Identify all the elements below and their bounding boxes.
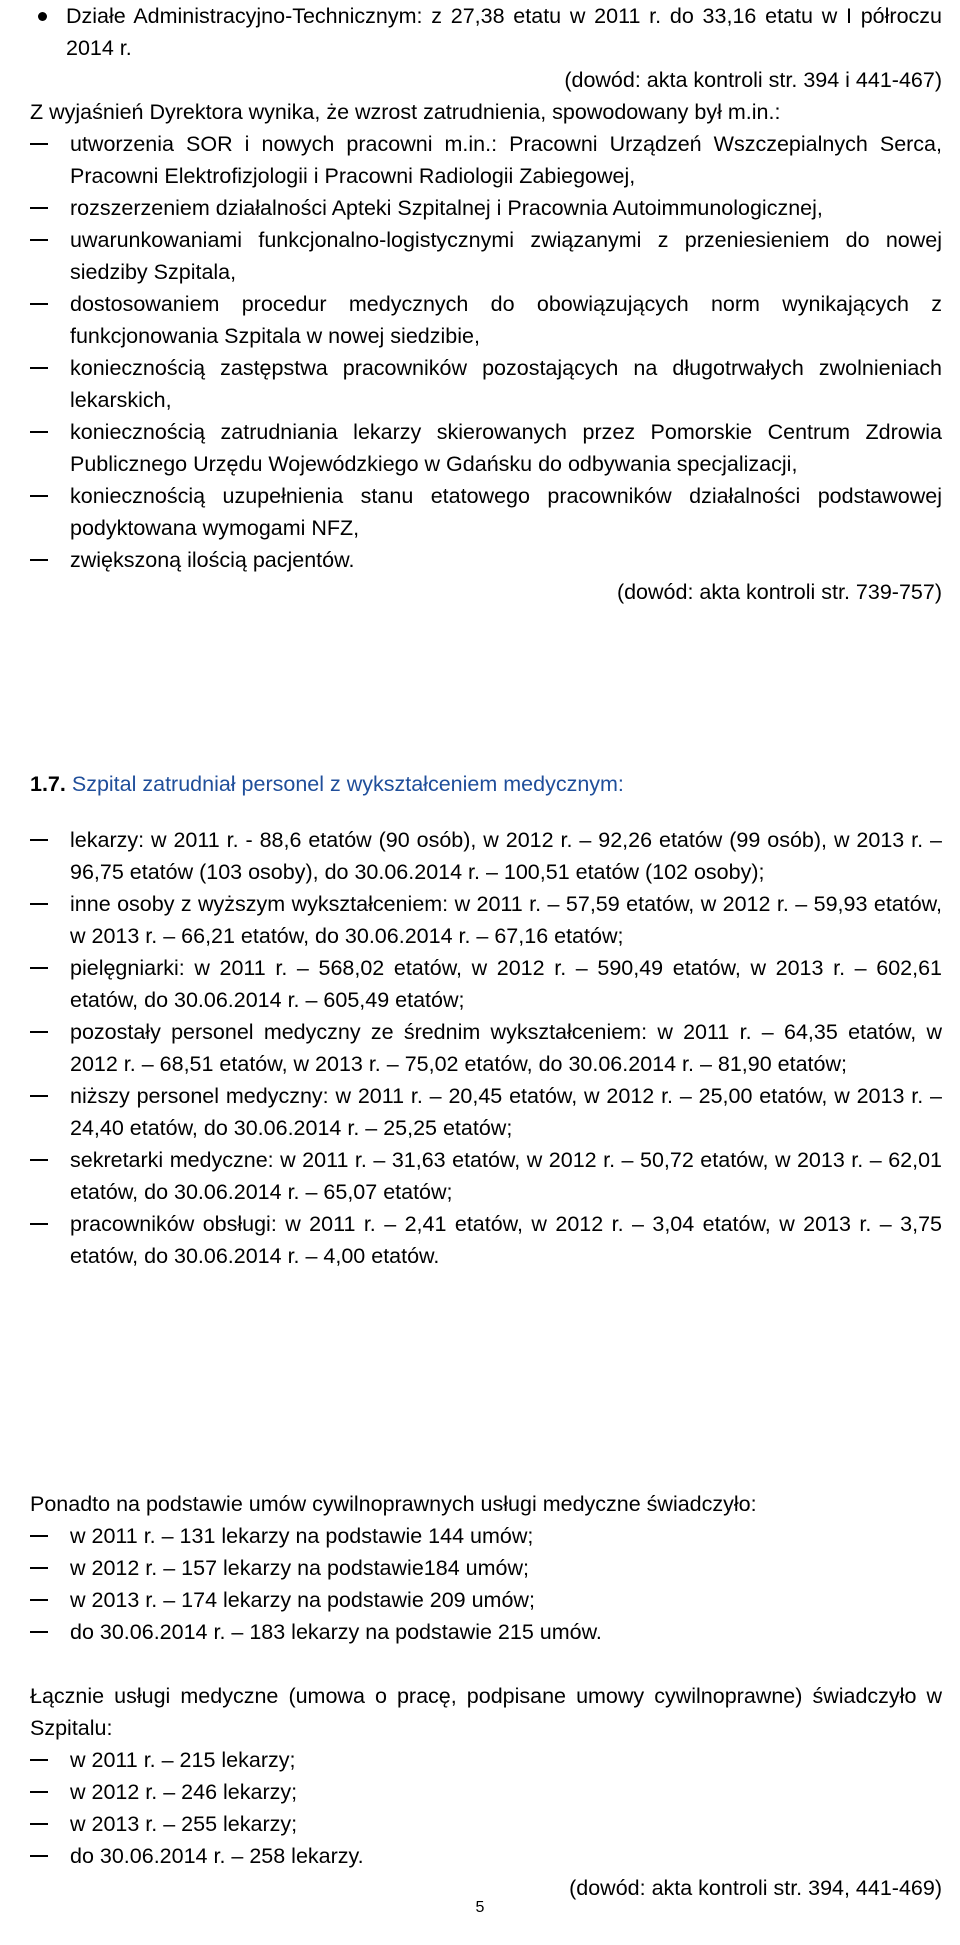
top-bullet <box>30 0 942 64</box>
list-item: pozostały personel medyczny ze średnim wykształceniem: w 2011 r. – 64,35 etatów, w 2012 r. – 68,51 etatów, w 2013 r. – 75,02 etatów, do 30.06.2014 r. – 81,90 etatów; <box>30 1016 942 1080</box>
dash-icon <box>30 431 48 433</box>
list-item: inne osoby z wyższym wykształceniem: w 2011 r. – 57,59 etatów, w 2012 r. – 59,93 etatów, w 2013 r. – 66,21 etatów, do 30.06.2014 r. – 67,16 etatów; <box>30 888 942 952</box>
list-item: pracowników obsługi: w 2011 r. – 2,41 etatów, w 2012 r. – 3,04 etatów, w 2013 r. – 3,75 etatów, do 30.06.2014 r. – 4,00 etatów. <box>30 1208 942 1272</box>
dash-icon <box>30 903 48 905</box>
dash-icon <box>30 1567 48 1569</box>
section-number: 1.7. <box>30 772 66 796</box>
totals-list <box>30 1744 942 1872</box>
dash-icon <box>30 207 48 209</box>
evidence-note-2: (dowód: akta kontroli str. 739-757) <box>616 580 942 604</box>
bullet-dot-icon <box>38 12 47 21</box>
dash-icon <box>30 239 48 241</box>
reasons-block <box>30 96 942 608</box>
dash-icon <box>30 1855 48 1857</box>
list-item: pielęgniarki: w 2011 r. – 568,02 etatów, w 2012 r. – 590,49 etatów, w 2013 r. – 602,61 etatów, do 30.06.2014 r. – 605,49 etatów; <box>30 952 942 1016</box>
section-1-7 <box>30 768 942 800</box>
list-item: w 2012 r. – 246 lekarzy; <box>30 1776 942 1808</box>
evidence-note-1: (dowód: akta kontroli str. 394 i 441-467) <box>564 68 942 92</box>
section-title: Szpital zatrudniał personel z wykształceniem medycznym: <box>71 772 624 796</box>
dash-icon <box>30 1159 48 1161</box>
list-item: dostosowaniem procedur medycznych do obowiązujących norm wynikających z funkcjonowania Szpitala w nowej siedzibie, <box>30 288 942 352</box>
list-item: w 2013 r. – 174 lekarzy na podstawie 209 umów; <box>30 1584 942 1616</box>
dash-icon <box>30 143 48 145</box>
list-item: w 2012 r. – 157 lekarzy na podstawie184 umów; <box>30 1552 942 1584</box>
page-number: 5 <box>475 1899 485 1916</box>
dash-icon <box>30 1095 48 1097</box>
civil-list <box>30 1520 942 1648</box>
top-bullet-block <box>30 0 942 96</box>
list-item: lekarzy: w 2011 r. - 88,6 etatów (90 osób), w 2012 r. – 92,26 etatów (99 osób), w 2013 r. – 96,75 etatów (103 osoby), do 30.06.2014 r. – 100,51 etatów (102 osoby); <box>30 824 942 888</box>
list-item: w 2013 r. – 255 lekarzy; <box>30 1808 942 1840</box>
list-item: koniecznością uzupełnienia stanu etatowego pracowników działalności podstawowej podyktowana wymogami NFZ, <box>30 480 942 544</box>
dash-icon <box>30 1791 48 1793</box>
dash-icon <box>30 1535 48 1537</box>
dash-icon <box>30 1631 48 1633</box>
staff-block <box>30 824 942 1272</box>
dash-icon <box>30 1223 48 1225</box>
civil-block <box>30 1488 942 1648</box>
reasons-list <box>30 128 942 576</box>
dash-icon <box>30 1759 48 1761</box>
list-item: koniecznością zatrudniania lekarzy skierowanych przez Pomorskie Centrum Zdrowia Publicznego Urzędu Wojewódzkiego w Gdańsku do odbywania specjalizacji, <box>30 416 942 480</box>
evidence-note-3: (dowód: akta kontroli str. 394, 441-469) <box>569 1876 942 1900</box>
dash-icon <box>30 1599 48 1601</box>
list-item: w 2011 r. – 215 lekarzy; <box>30 1744 942 1776</box>
list-item: w 2011 r. – 131 lekarzy na podstawie 144 umów; <box>30 1520 942 1552</box>
list-item: do 30.06.2014 r. – 258 lekarzy. <box>30 1840 942 1872</box>
list-item: koniecznością zastępstwa pracowników pozostających na długotrwałych zwolnieniach lekarskich, <box>30 352 942 416</box>
totals-block <box>30 1680 942 1904</box>
dash-icon <box>30 559 48 561</box>
section-heading <box>30 768 942 800</box>
dash-icon <box>30 303 48 305</box>
totals-intro: Łącznie usługi medyczne (umowa o pracę, podpisane umowy cywilnoprawne) świadczyło w Szpitalu: <box>30 1684 942 1740</box>
dash-icon <box>30 1823 48 1825</box>
dash-icon <box>30 967 48 969</box>
staff-list <box>30 824 942 1272</box>
list-item: zwiększoną ilością pacjentów. <box>30 544 942 576</box>
civil-intro: Ponadto na podstawie umów cywilnoprawnych usługi medyczne świadczyło: <box>30 1492 757 1516</box>
list-item: niższy personel medyczny: w 2011 r. – 20,45 etatów, w 2012 r. – 25,00 etatów, w 2013 r. – 24,40 etatów, do 30.06.2014 r. – 25,25 etatów; <box>30 1080 942 1144</box>
list-item: rozszerzeniem działalności Apteki Szpitalnej i Pracownia Autoimmunologicznej, <box>30 192 942 224</box>
list-item: sekretarki medyczne: w 2011 r. – 31,63 etatów, w 2012 r. – 50,72 etatów, w 2013 r. – 62,01 etatów, do 30.06.2014 r. – 65,07 etatów; <box>30 1144 942 1208</box>
dash-icon <box>30 1031 48 1033</box>
top-bullet-text: Działe Administracyjno-Technicznym: z 27,38 etatu w 2011 r. do 33,16 etatu w I półroczu 2014 r. <box>66 4 942 60</box>
dash-icon <box>30 495 48 497</box>
reasons-intro: Z wyjaśnień Dyrektora wynika, że wzrost zatrudnienia, spowodowany był m.in.: <box>30 100 781 124</box>
list-item: uwarunkowaniami funkcjonalno-logistycznymi związanymi z przeniesieniem do nowej siedziby Szpitala, <box>30 224 942 288</box>
dash-icon <box>30 839 48 841</box>
list-item: utworzenia SOR i nowych pracowni m.in.: Pracowni Urządzeń Wszczepialnych Serca, Pracowni Elektrofizjologii i Pracowni Radiologii Zabiegowej, <box>30 128 942 192</box>
dash-icon <box>30 367 48 369</box>
list-item: do 30.06.2014 r. – 183 lekarzy na podstawie 215 umów. <box>30 1616 942 1648</box>
